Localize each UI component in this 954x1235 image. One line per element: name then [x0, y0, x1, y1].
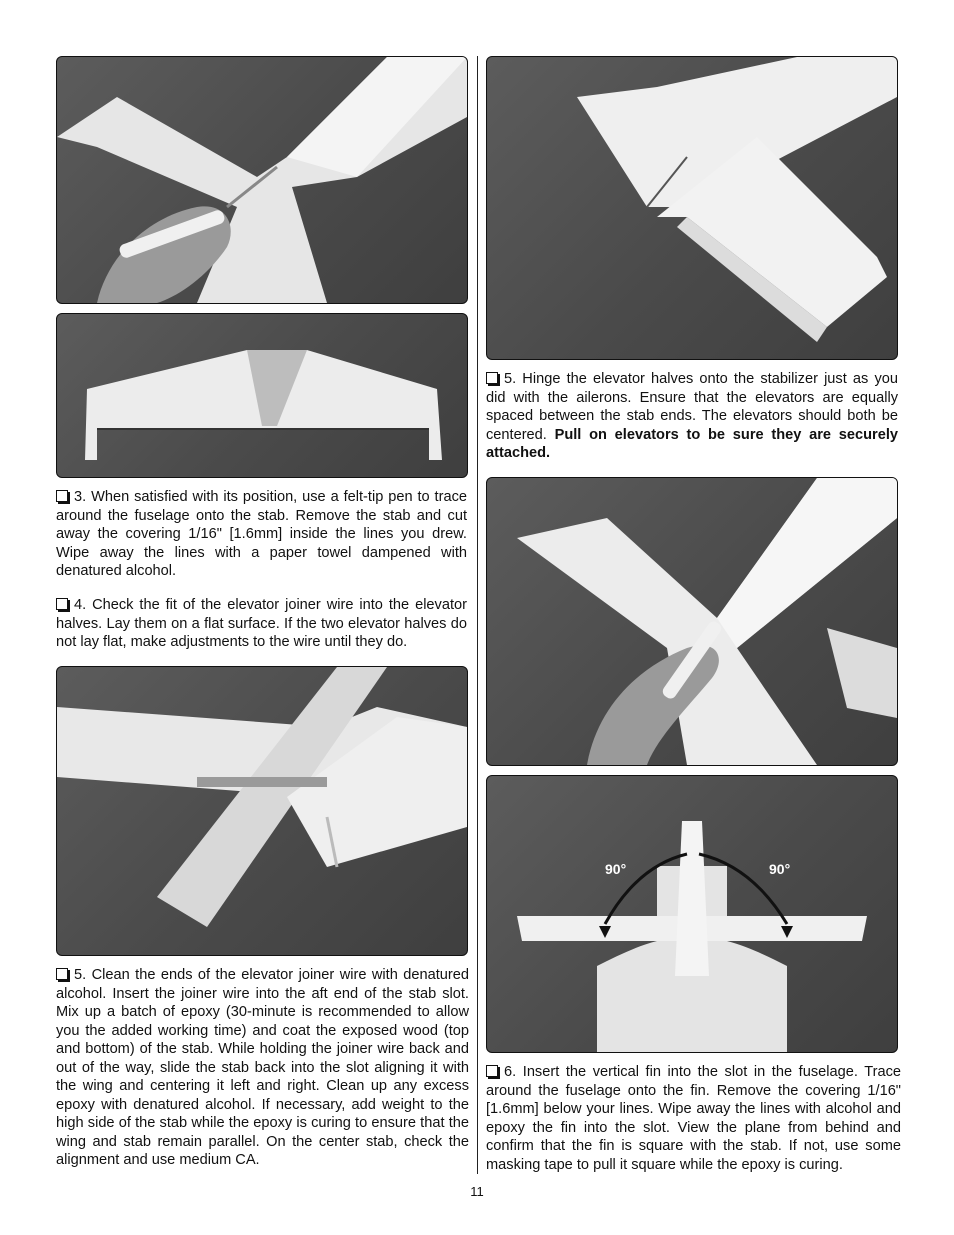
- step-5a-body: 5. Clean the ends of the elevator joiner wire with denatured alcohol. Insert the joiner wire into the aft end of the stab slot. Mix up a batch of epoxy (30-minute is recommended to allow you the added working time) and coat the exposed wood (top and bottom) of the stab. While holding the joiner wire back and out of the way, slide the stab back into the slot aligning it with the wing and centering it left and right. Clean up any excess epoxy with denatured alcohol. If necessary, add weight to the high side of the stab while the epoxy is curing to ensure that the wing and stab remain parallel. On the center stab, check the alignment and use medium CA.: [56, 967, 469, 1168]
- step-6-body: 6. Insert the vertical fin into the slot in the fuselage. Trace around the fuselage onto the fin. Remove the covering 1/16" [1.6mm] below your lines. Wipe away the lines with alcohol and epoxy the fin into the slot. View the plane from behind and confirm that the fin is square with the stab. If not, use some masking tape to pull it square while the epoxy is curing.: [486, 1064, 901, 1173]
- photo-elevator-halves: [56, 313, 468, 478]
- step-6-checkbox[interactable]: [486, 1065, 498, 1077]
- photo-stab-slot-joiner: [56, 666, 468, 956]
- page-number: 11: [470, 1184, 484, 1199]
- step-5b-text: [486, 370, 898, 463]
- photo-fin-square-check: [486, 775, 898, 1053]
- step-3-text: [56, 488, 467, 581]
- column-divider: [477, 56, 478, 1174]
- step-3-checkbox[interactable]: [56, 490, 68, 502]
- step-4-body: 4. Check the fit of the elevator joiner wire into the elevator halves. Lay them on a flat surface. If the two elevator halves do not lay flat, make adjustments to the wire until they do.: [56, 597, 467, 650]
- step-3-body: 3. When satisfied with its position, use a felt-tip pen to trace around the fuselage onto the stab. Remove the stab and cut away the covering 1/16" [1.6mm] inside the lines you drew. Wipe away the lines with a paper towel dampened with denatured alcohol.: [56, 489, 467, 579]
- step-4-checkbox[interactable]: [56, 598, 68, 610]
- photo-stab-slot-joiner-drawing: [57, 667, 467, 955]
- step-5a-text: [56, 966, 469, 1170]
- step-4-text: [56, 596, 467, 652]
- photo-fin-tracing-drawing: [487, 478, 897, 765]
- photo-elevator-hinged-drawing: [487, 57, 897, 359]
- photo-fin-square-check-drawing: [487, 776, 897, 1052]
- photo-fin-tracing: [486, 477, 898, 766]
- step-5b-body: 5. Hinge the elevator halves onto the stabilizer just as you did with the ailerons. Ensure that the elevators are equally spaced between the stab ends. The elevators should both be centered.: [486, 371, 898, 443]
- photo-elevator-hinged: [486, 56, 898, 360]
- step-5b-checkbox[interactable]: [486, 372, 498, 384]
- angle-label-left: 90°: [605, 861, 627, 877]
- photo-stab-tracing: [56, 56, 468, 304]
- photo-elevator-halves-drawing: [57, 314, 467, 477]
- step-5a-checkbox[interactable]: [56, 968, 68, 980]
- angle-label-right: 90°: [769, 861, 791, 877]
- photo-stab-tracing-drawing: [57, 57, 467, 303]
- step-6-text: [486, 1063, 901, 1174]
- step-5b-bold: Pull on elevators to be sure they are securely attached.: [486, 426, 898, 461]
